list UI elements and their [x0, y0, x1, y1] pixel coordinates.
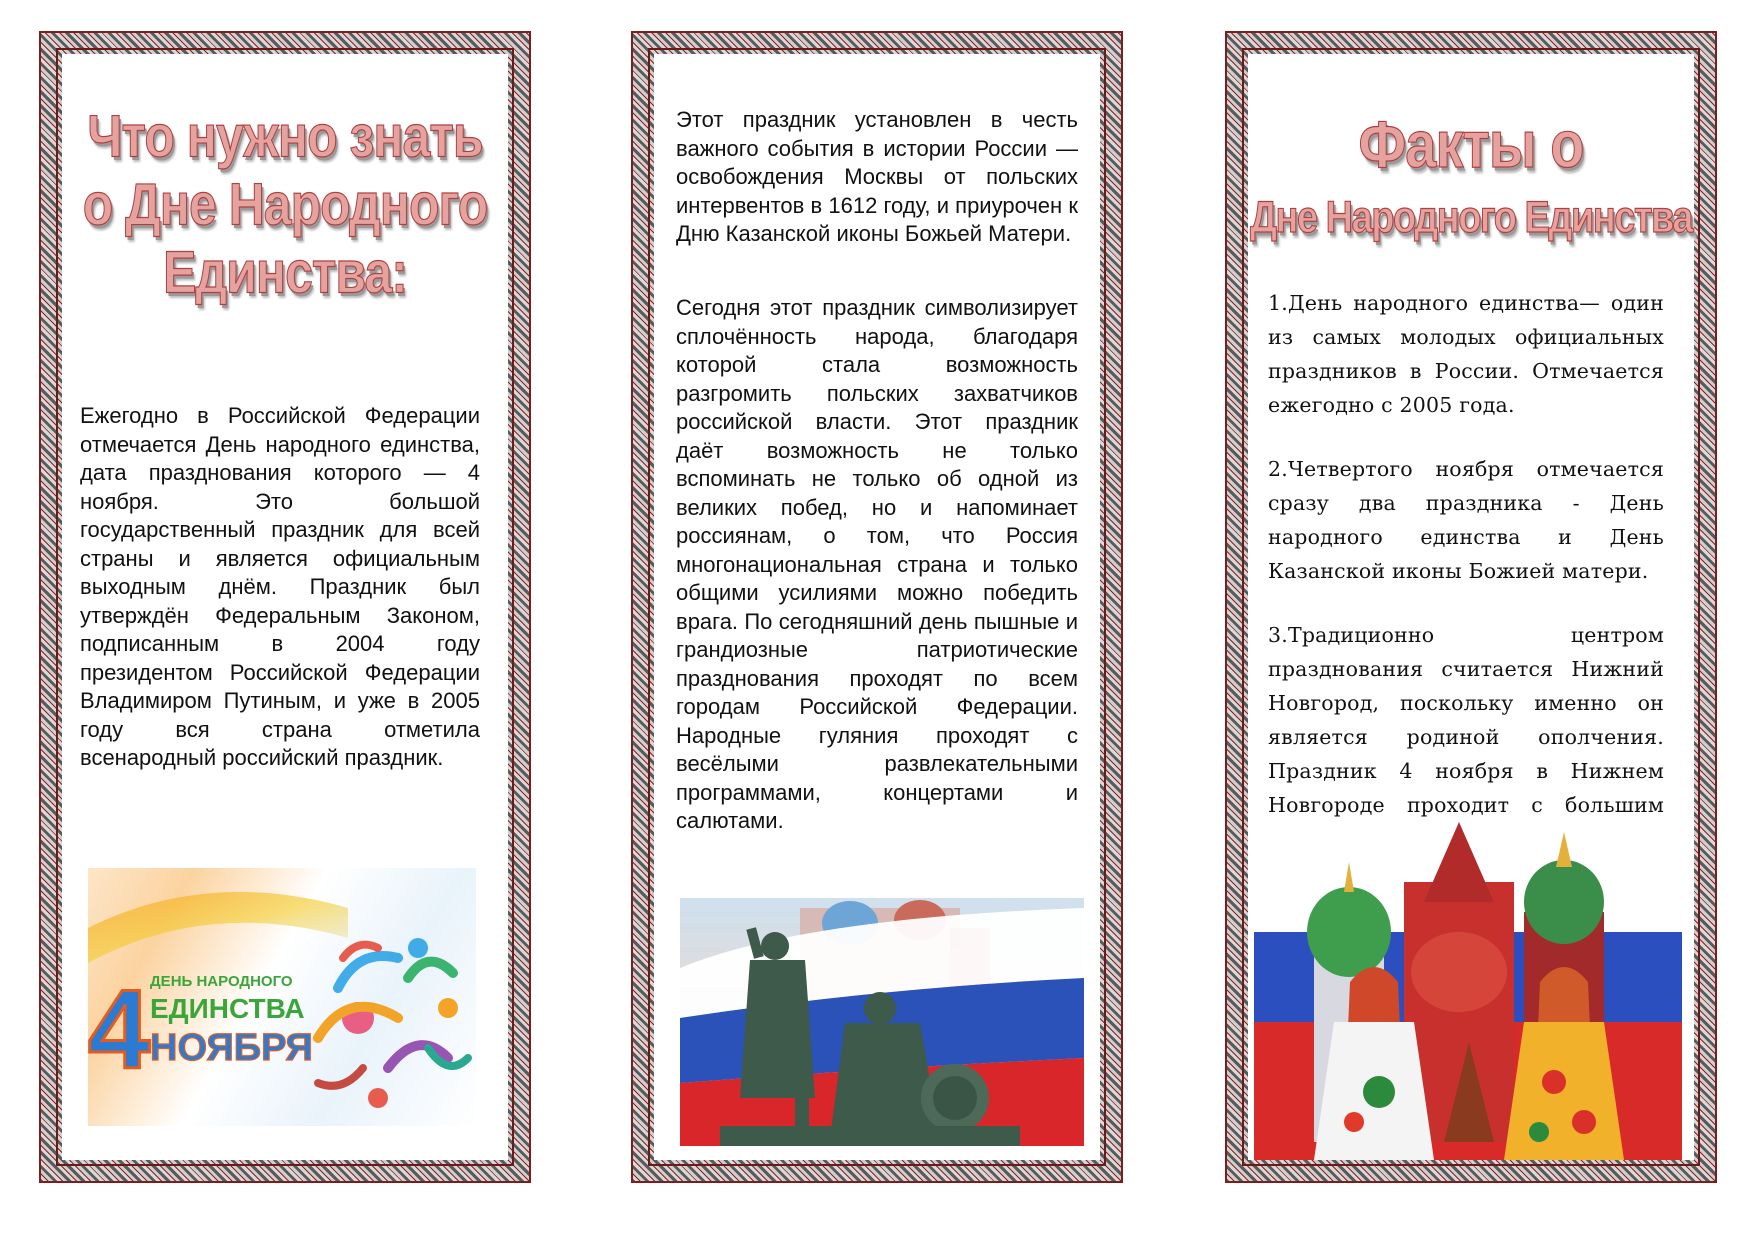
holiday-logo-image	[88, 868, 476, 1126]
right-title-line-1: Факты о	[1358, 106, 1584, 182]
logo-line-2: ЕДИНСТВА	[150, 993, 305, 1024]
left-paragraph: Ежегодно в Российской Федерации отмечается День народного единства, дата празднования которого — 4 ноября. Это большой государственный праздник для всей страны и является официальным выходным днём. Праздник был утверждён Федеральным Законом, подписанным в 2004 году президентом Российской Федерации Владимиром Путиным, и уже в 2005 году вся страна отметила всенародный российский праздник.	[80, 403, 480, 770]
fact-1: 1.День народного единства— один из самых молодых официальных праздников в России. Отмечается ежегодно с 2005 года.	[1268, 291, 1664, 417]
left-title-line-3: Единства:	[163, 239, 407, 306]
logo-digit: 4	[88, 967, 151, 1092]
minin-pozharsky-monument-image	[680, 898, 1084, 1146]
logo-line-3: НОЯБРЯ	[150, 1027, 313, 1069]
right-title	[1248, 106, 1694, 243]
monument-graphic	[680, 898, 1084, 1146]
holiday-logo-graphic	[88, 868, 476, 1126]
left-title-line-2: о Дне Народного	[82, 171, 488, 238]
panel-right	[1226, 32, 1716, 1182]
logo-line-1: ДЕНЬ НАРОДНОГО	[150, 973, 293, 990]
right-title-line-2: Дне Народного Единства	[1249, 193, 1693, 243]
fact-3: 3.Традиционно центром празднования считается Нижний Новгород, поскольку именно он является родиной ополчения. Праздник 4 ноября в Нижнем Новгороде проходит с большим	[1268, 623, 1664, 817]
panel-middle	[632, 32, 1122, 1182]
panel-left	[40, 32, 530, 1182]
left-title	[72, 102, 498, 306]
cathedral-graphic	[1254, 822, 1682, 1160]
middle-paragraph-2: Сегодня этот праздник символизирует сплочённость народа, благодаря которой стала возможность разгромить польских захватчиков российской власти. Этот праздник даёт возможность не только вспоминать не только об одной из великих побед, но и напоминает россиянам, о том, что Россия многонациональная страна и только общими усилиями можно победить врага. По сегодняшний день пышные и грандиозные патриотические празднования проходят по всем городам Российской Федерации. Народные гуляния проходят с весёлыми развлекательными программами, концертами и салютами.	[676, 295, 1078, 833]
middle-paragraph-1: Этот праздник установлен в честь важного события в истории России — освобождения Москвы от польских интервентов в 1612 году, и приурочен к Дню Казанской иконы Божьей Матери.	[676, 107, 1078, 246]
left-title-line-1: Что нужно знать	[87, 103, 483, 170]
st-basils-cathedral-image	[1254, 822, 1682, 1160]
fact-2: 2.Четвертого ноября отмечается сразу два праздника - День народного единства и День Казанской иконы Божией матери.	[1268, 457, 1664, 583]
